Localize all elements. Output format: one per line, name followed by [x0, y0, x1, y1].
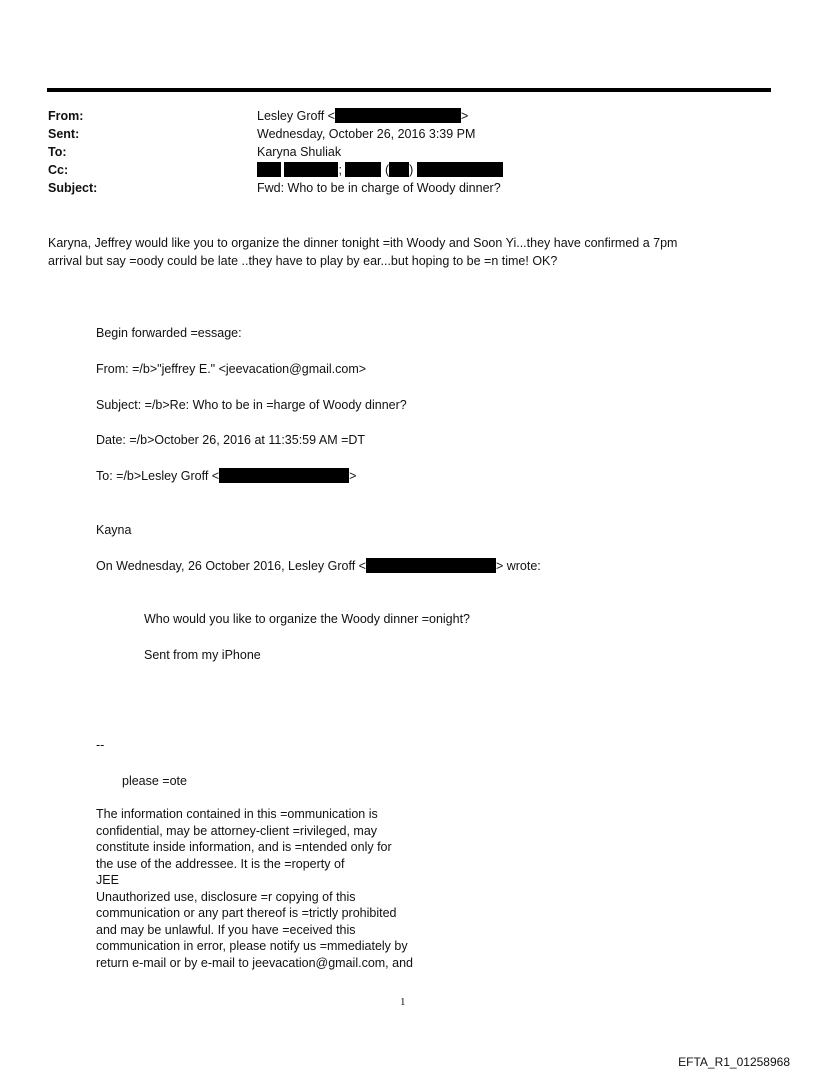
- forwarded-subject: Subject: =/b>Re: Who to be in =harge of Woody dinner?: [96, 398, 407, 412]
- to-label: To:: [48, 145, 67, 159]
- disclaimer-line: communication in error, please notify us =mmediately by: [96, 939, 408, 953]
- to-value: Karyna Shuliak: [257, 145, 342, 159]
- header-rule: [47, 88, 771, 92]
- please-note: please =ote: [122, 774, 187, 788]
- forwarded-begin: Begin forwarded =essage:: [96, 326, 242, 340]
- body-line: Karyna, Jeffrey would like you to organize the dinner tonight =ith Woody and Soon Yi...they have confirmed a 7pm: [48, 236, 678, 250]
- redaction-box: [335, 108, 461, 123]
- disclaimer-line: JEE: [96, 873, 119, 887]
- signature-separator: --: [96, 738, 105, 752]
- forwarded-to: To: =/b>Lesley Groff < >: [96, 469, 357, 483]
- cc-label: Cc:: [48, 163, 69, 177]
- reply-text: Kayna: [96, 523, 132, 537]
- from-label: From:: [48, 109, 84, 123]
- disclaimer-line: confidential, may be attorney-client =rivileged, may: [96, 823, 378, 838]
- disclaimer-line: The information contained in this =ommunication is: [96, 807, 378, 821]
- sent-label: Sent:: [48, 127, 80, 141]
- quote-attribution: On Wednesday, 26 October 2016, Lesley Groff < > wrote:: [96, 559, 541, 573]
- quoted-question: Who would you like to organize the Woody dinner =onight?: [144, 612, 471, 626]
- redaction-box: [345, 162, 381, 177]
- disclaimer-line: constitute inside information, and is =ntended only for: [96, 840, 392, 854]
- from-value: Lesley Groff < >: [257, 109, 469, 123]
- disclaimer-line: the use of the addressee. It is the =roperty of: [96, 856, 345, 871]
- subject-value: Fwd: Who to be in charge of Woody dinner?: [257, 181, 501, 195]
- redaction-box: [284, 162, 338, 177]
- redaction-box: [417, 162, 503, 177]
- sent-value: Wednesday, October 26, 2016 3:39 PM: [257, 127, 476, 141]
- page-number: 1: [400, 996, 406, 1008]
- quoted-signature: Sent from my iPhone: [144, 648, 261, 662]
- forwarded-date: Date: =/b>October 26, 2016 at 11:35:59 AM =DT: [96, 433, 366, 447]
- redaction-box: [366, 558, 496, 573]
- disclaimer-line: communication or any part thereof is =trictly prohibited: [96, 906, 397, 920]
- document-id: EFTA_R1_01258968: [678, 1055, 790, 1069]
- confidentiality-disclaimer: [96, 806, 413, 971]
- disclaimer-line: Unauthorized use, disclosure =r copying of this: [96, 889, 356, 904]
- redaction-box: [257, 162, 281, 177]
- redaction-box: [219, 468, 349, 483]
- body-line: arrival but say =oody could be late ..they have to play by ear...but hoping to be =n time! OK?: [48, 254, 558, 268]
- forwarded-from: From: =/b>"jeffrey E." <jeevacation@gmail.com>: [96, 362, 367, 376]
- redaction-box: [389, 162, 409, 177]
- disclaimer-line: and may be unlawful. If you have =eceived this: [96, 922, 356, 937]
- email-body: [48, 234, 748, 270]
- disclaimer-line: return e-mail or by e-mail to jeevacation@gmail.com, and: [96, 955, 413, 970]
- cc-value: ; ( ): [257, 161, 503, 179]
- subject-label: Subject:: [48, 181, 98, 195]
